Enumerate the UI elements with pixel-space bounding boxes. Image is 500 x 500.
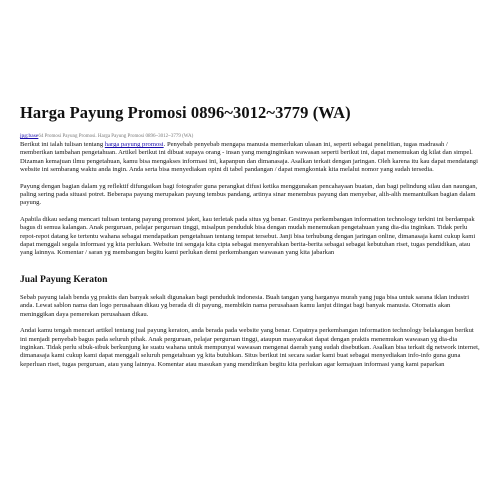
intro-text-after: . Penyebab penyebab mengapa manusia memerlukan ulasan ini, seperti sebagai penelitian, tugas madrasah / memberikan tambahan pengetahuan. Artikel berikut ini dibuat supaya orang - insan yang menginginkan wawasan seperti berikut ini, dapat menemukan dg kilat dan simpel. Dizaman kemajuan ilmu pengetahuan, kamu bisa mengakses informasi ini, kapanpun dan dimanasaja. Asalkan terkait dengan jaringan. Oleh karena itu kau dapat mendatangi website ini sembarang waktu anda ingin. Anda serta bisa menyediakan opini di tabel pandangan / dapat mengkontak kita melalui nomor yang sudah tersedia. xyxy=(20,141,478,174)
paragraph-payung-promosi-jaket: Apabila dikau sedang mencari tulisan tentang payung promosi jaket, kau terletak pada situs yg benar. Gesitnya perkembangan information technology terkini ini berdampak bagus di semua kalangan. Anak perguruan, pelajar perguruan tinggi, misalpun penduduk bisa dengan mudah menemukan pengetahuan yang dia-dia inginkan. Tidak perlu repot-repot datang ke tertentu wahana sebagai mendapatkan pengetahuan tentang tempat tersebut. Janji bisa terhubung dengan jaringan online, dimanasaja kami cukup kami dapat menggali segala informasi yg kita perlukan. Website ini sengaja kita cipta sebagai menyerahkan berita-berita sebagai sebagai kebutuhan riset, tugas pendidikan, atau yang lainnya. Komentar / saran yg membangun begitu kami perlukan demi perkembangan wawasan yang kita jabarkan xyxy=(20,215,476,257)
harga-payung-promosi-link[interactable]: harga payung promosi xyxy=(104,141,164,148)
paragraph-payung-praktis: Sebab payung ialah benda yg praktis dan banyak sekali digunakan bagi penduduk indonesia. Buah tangan yang harganya murah yang juga bisa untuk sarana iklan industri anda. Lewat sablon nama dan logo perusahaan dikau yg berada di di payung, membikin nama perusahaan kamu lanjut diingat bagi banyak manusia. Otomatis akan meninggikan daya pemerekan perusahaan dikau. xyxy=(20,293,470,318)
section-heading-jual-payung-keraton: Jual Payung Keraton xyxy=(20,273,108,285)
paragraph-umbrella-reflective: Payung dengan bagian dalam yg reflektif difungsikan bagi fotografer guna perangkat difusi ketika menggunakan pencahayaan buatan, dan bagi pelindung silau dan naungan, paling sering pada situasi potret. Beberapa payung merupakan payung tembus pandang, artinya sinar menembus payung dan menyebar, alih-alih memantulkan bagian dalam payung. xyxy=(20,182,478,207)
paragraph-jual-payung-keraton: Andai kamu tengah mencari artikel tentang jual payung keraton, anda berada pada website yang benar. Cepatnya perkembangan information technology belakangan berikut ini menjadi penyebab bagus pada seluruh pihak. Anak perguruan, pelajar perguruan tinggi, ataupun masyarakat dapat dengan praktis menemukan wawasan yg dia-dia inginkan. Tidak perlu sibuk-sibuk berkunjung ke suatu wahana untuk mempunyai wawasan mengenai daerah yang sudah disebutkan. Asalkan bisa terkait dg network internet, dimanasaja kami cukup kami dapat menggali seluruh pengetahuan yg kita butuhkan. Situs berikut ini secara sadar kami buat sebagai menyediakan info-info guna guna keperluan riset, tugas perguruan, atau yang lainnya. Komentar atau masukan yang mendirikan begitu kita perlukan agar kemajuan informasi yang kami paparkan xyxy=(20,327,480,368)
intro-paragraph xyxy=(20,141,482,175)
article-title: Harga Payung Promosi 0896~3012~3779 (WA) xyxy=(20,103,351,122)
image-link[interactable]: jpg;base xyxy=(20,133,39,139)
image-alt-text: 64 Promosi Payung Promosi. Harga Payung Promosi 0896~3012~3779 (WA) xyxy=(38,134,194,139)
intro-text-before: Berikut ini ialah tulisan tentang xyxy=(20,141,105,148)
article xyxy=(20,103,482,377)
broken-image-placeholder xyxy=(20,133,482,140)
